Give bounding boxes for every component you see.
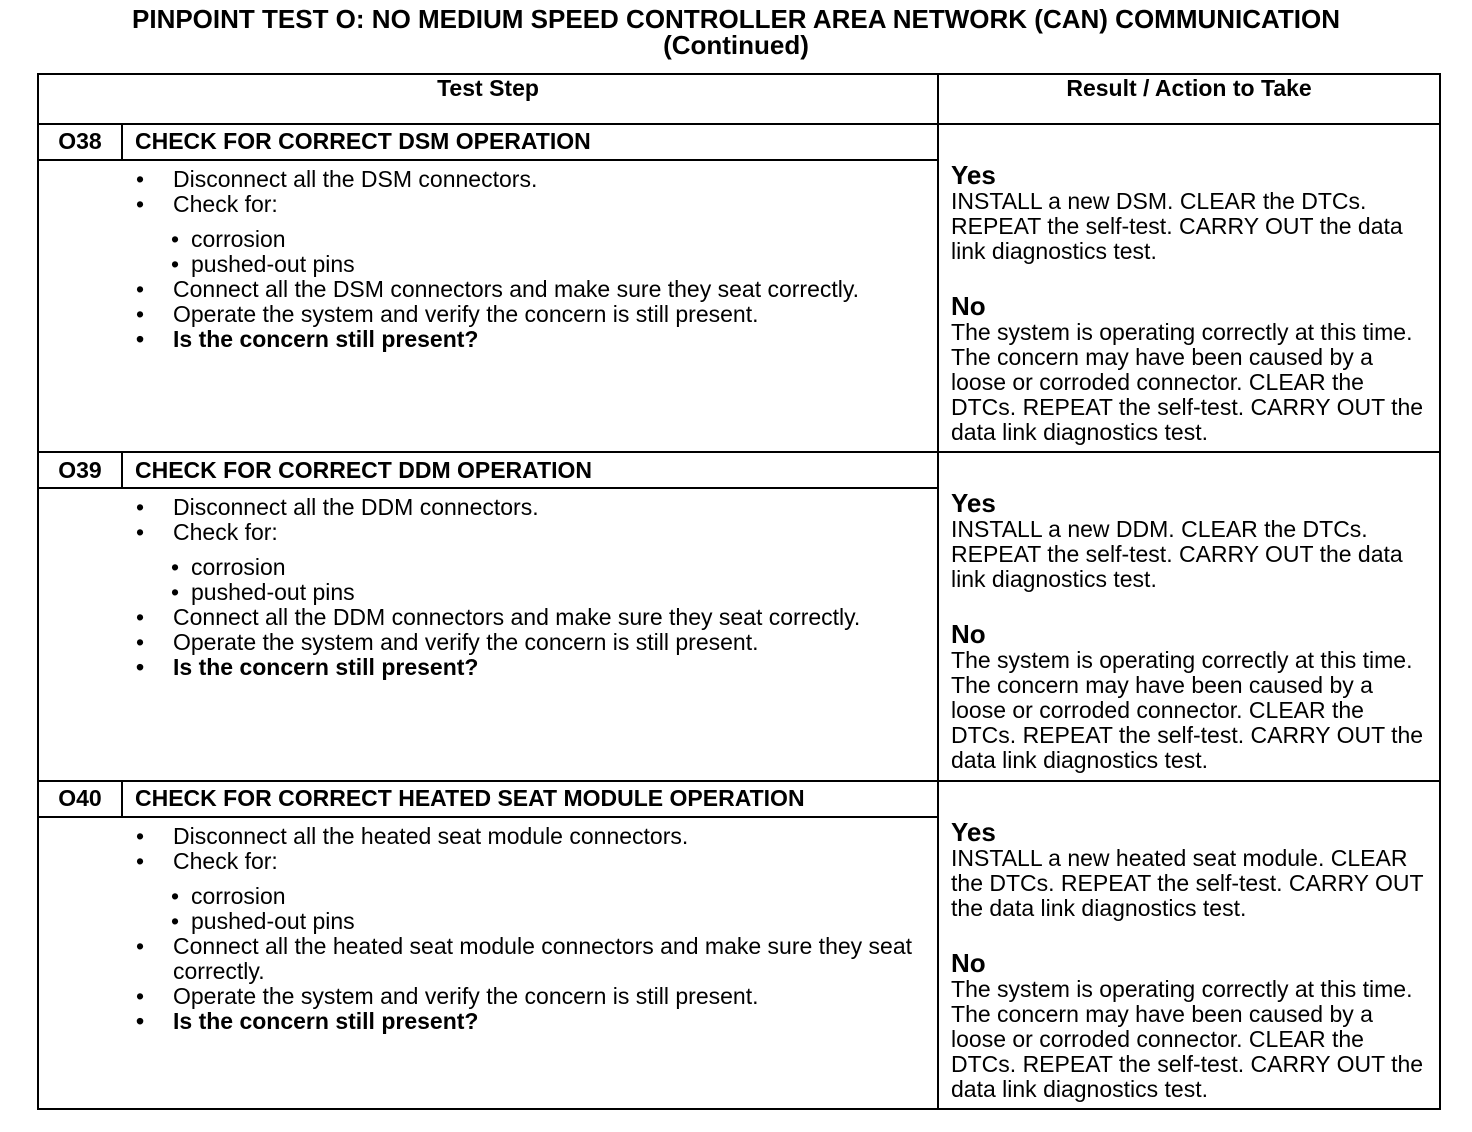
step-title-row	[38, 124, 1440, 160]
step-item-text: Operate the system and verify the concern is still present.	[173, 982, 759, 1009]
check-subitem-text: corrosion	[191, 225, 286, 252]
instruction-list	[39, 161, 937, 352]
result-no	[951, 949, 1433, 1102]
no-label: No	[951, 619, 986, 650]
bullet: •	[136, 822, 145, 849]
step-title: CHECK FOR CORRECT HEATED SEAT MODULE OPERATION	[122, 781, 938, 817]
step-item	[39, 824, 937, 849]
header-test-step: Test Step	[38, 74, 938, 124]
bullet: •	[136, 847, 145, 874]
step-item	[39, 984, 937, 1009]
step-question-text: Is the concern still present?	[173, 1007, 479, 1034]
steps-body	[38, 124, 1440, 1109]
step-item	[39, 605, 937, 630]
step-question	[39, 327, 937, 352]
step-item-text: Connect all the DSM connectors and make sure they seat correctly.	[173, 275, 860, 302]
bullet: •	[136, 165, 145, 192]
yes-label: Yes	[951, 488, 996, 519]
step-item-text: Operate the system and verify the concern is still present.	[173, 300, 759, 327]
yes-action: INSTALL a new DSM. CLEAR the DTCs. REPEAT the self-test. CARRY OUT the data link diagnostics test.	[951, 187, 1403, 264]
step-title-row	[38, 452, 1440, 488]
step-item-text: Disconnect all the DDM connectors.	[173, 494, 539, 521]
step-item	[39, 495, 937, 520]
step-item-text: Connect all the DDM connectors and make sure they seat correctly.	[173, 604, 861, 631]
check-subitem	[171, 555, 937, 580]
step-id: O38	[38, 124, 122, 160]
sub-bullet: •	[171, 579, 180, 606]
bullet: •	[136, 604, 145, 631]
bullet: •	[136, 300, 145, 327]
result-yes	[951, 489, 1433, 592]
step-id: O40	[38, 781, 122, 817]
no-action: The system is operating correctly at this time. The concern may have been caused by a loose or corroded connector. CLEAR the DTCs. REPEAT the self-test. CARRY OUT the data link diagnostics test.	[951, 975, 1424, 1102]
no-label: No	[951, 947, 986, 978]
step-item-text: Check for:	[173, 519, 278, 546]
check-subitem	[171, 580, 937, 605]
check-list	[173, 884, 937, 934]
check-subitem-text: pushed-out pins	[191, 250, 355, 277]
yes-action: INSTALL a new DDM. CLEAR the DTCs. REPEAT the self-test. CARRY OUT the data link diagnostics test.	[951, 516, 1403, 593]
bullet: •	[136, 932, 145, 959]
step-item-text: Check for:	[173, 847, 278, 874]
check-subitem-text: corrosion	[191, 554, 286, 581]
instruction-list	[39, 489, 937, 680]
sub-bullet: •	[171, 554, 180, 581]
result-yes	[951, 161, 1433, 264]
step-item	[39, 934, 937, 984]
bullet: •	[136, 654, 145, 681]
bullet: •	[136, 629, 145, 656]
check-subitem	[171, 252, 937, 277]
bullet: •	[136, 325, 145, 352]
bullet: •	[136, 275, 145, 302]
check-subitem	[171, 909, 937, 934]
step-item-text: Check for:	[173, 190, 278, 217]
step-item	[39, 630, 937, 655]
title-line-2: (Continued)	[663, 30, 809, 60]
title-line-1: PINPOINT TEST O: NO MEDIUM SPEED CONTROLLER AREA NETWORK (CAN) COMMUNICATION	[132, 4, 1340, 34]
bullet: •	[136, 982, 145, 1009]
yes-action: INSTALL a new heated seat module. CLEAR the DTCs. REPEAT the self-test. CARRY OUT the data link diagnostics test.	[951, 844, 1424, 921]
check-subitem	[171, 227, 937, 252]
step-title-row	[38, 781, 1440, 817]
step-item	[39, 302, 937, 327]
check-subitem-text: corrosion	[191, 882, 286, 909]
step-question-text: Is the concern still present?	[173, 325, 479, 352]
step-item-text: Operate the system and verify the concern is still present.	[173, 629, 759, 656]
step-title: CHECK FOR CORRECT DDM OPERATION	[122, 452, 938, 488]
step-item-text: Disconnect all the DSM connectors.	[173, 165, 538, 192]
step-id: O39	[38, 452, 122, 488]
step-instructions	[38, 160, 938, 452]
step-instructions	[38, 488, 938, 780]
check-list	[173, 227, 937, 277]
result-cell	[938, 781, 1440, 1109]
step-item	[39, 167, 937, 192]
instruction-list	[39, 818, 937, 1034]
bullet: •	[136, 494, 145, 521]
yes-label: Yes	[951, 816, 996, 847]
step-item-text: Connect all the heated seat module connectors and make sure they seat correctly.	[173, 932, 913, 984]
step-item	[39, 192, 937, 277]
bullet: •	[136, 190, 145, 217]
header-result-action: Result / Action to Take	[938, 74, 1440, 124]
step-item-text: Disconnect all the heated seat module connectors.	[173, 822, 689, 849]
step-instructions	[38, 817, 938, 1109]
result-no	[951, 620, 1433, 773]
step-question	[39, 655, 937, 680]
result-cell	[938, 452, 1440, 780]
no-action: The system is operating correctly at this time. The concern may have been caused by a loose or corroded connector. CLEAR the DTCs. REPEAT the self-test. CARRY OUT the data link diagnostics test.	[951, 647, 1424, 774]
page-title	[0, 6, 1472, 58]
check-list	[173, 555, 937, 605]
result-yes	[951, 818, 1433, 921]
no-label: No	[951, 290, 986, 321]
step-item	[39, 849, 937, 934]
step-item	[39, 277, 937, 302]
result-cell	[938, 124, 1440, 452]
pinpoint-test-table	[37, 73, 1441, 1110]
check-subitem	[171, 884, 937, 909]
result-no	[951, 292, 1433, 445]
sub-bullet: •	[171, 250, 180, 277]
check-subitem-text: pushed-out pins	[191, 907, 355, 934]
step-item	[39, 520, 937, 605]
step-question-text: Is the concern still present?	[173, 654, 479, 681]
check-subitem-text: pushed-out pins	[191, 579, 355, 606]
sub-bullet: •	[171, 907, 180, 934]
yes-label: Yes	[951, 159, 996, 190]
bullet: •	[136, 1007, 145, 1034]
step-question	[39, 1009, 937, 1034]
bullet: •	[136, 519, 145, 546]
step-title: CHECK FOR CORRECT DSM OPERATION	[122, 124, 938, 160]
sub-bullet: •	[171, 225, 180, 252]
no-action: The system is operating correctly at this time. The concern may have been caused by a loose or corroded connector. CLEAR the DTCs. REPEAT the self-test. CARRY OUT the data link diagnostics test.	[951, 318, 1424, 445]
sub-bullet: •	[171, 882, 180, 909]
